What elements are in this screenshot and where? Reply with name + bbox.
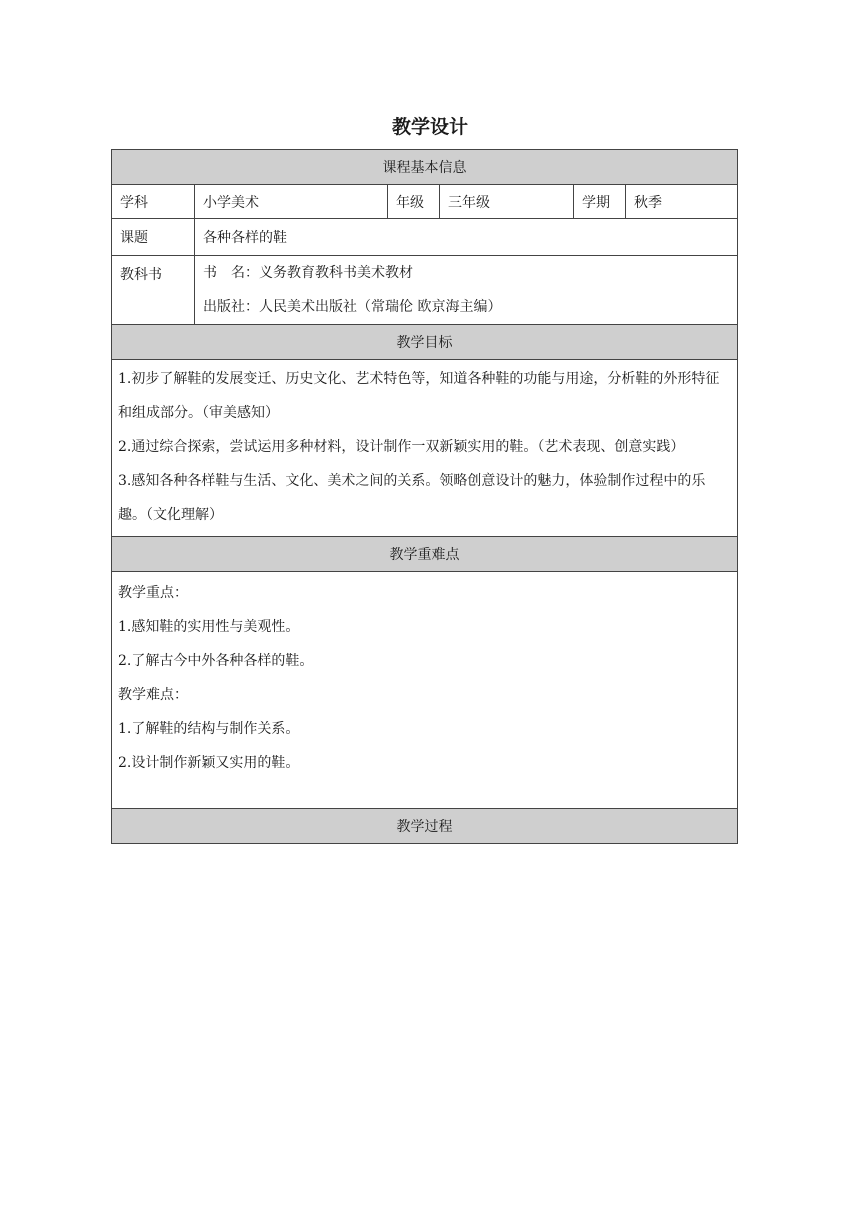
key-item: 1.感知鞋的实用性与美观性。 bbox=[118, 619, 300, 635]
textbook-row bbox=[112, 256, 738, 325]
process-header: 教学过程 bbox=[112, 809, 738, 844]
textbook-info bbox=[195, 256, 738, 325]
topic-label: 课题 bbox=[112, 219, 195, 256]
lesson-design-table bbox=[111, 149, 738, 844]
page-title: 教学设计 bbox=[391, 116, 468, 138]
key-points-row bbox=[112, 572, 738, 809]
subject-label: 学科 bbox=[112, 185, 195, 219]
grade-value: 三年级 bbox=[440, 185, 574, 219]
textbook-name: 书 名：义务教育教科书美术教材 bbox=[203, 265, 413, 281]
key-points-content bbox=[112, 572, 738, 809]
process-header-row bbox=[112, 809, 738, 844]
goals-content bbox=[112, 360, 738, 537]
difficult-item: 1.了解鞋的结构与制作关系。 bbox=[118, 721, 300, 737]
goal-item: 2.通过综合探索，尝试运用多种材料，设计制作一双新颖实用的鞋。（艺术表现、创意实践） bbox=[118, 439, 685, 455]
subject-value: 小学美术 bbox=[195, 185, 388, 219]
goal-item: 3.感知各种各样鞋与生活、文化、美术之间的关系。领略创意设计的魅力，体验制作过程中的乐趣。（文化理解） bbox=[118, 473, 706, 523]
term-value: 秋季 bbox=[626, 185, 738, 219]
grade-label: 年级 bbox=[388, 185, 440, 219]
basic-info-header: 课程基本信息 bbox=[112, 150, 738, 185]
goals-row bbox=[112, 360, 738, 537]
key-points-header-row bbox=[112, 537, 738, 572]
goals-header: 教学目标 bbox=[112, 325, 738, 360]
key-item: 2.了解古今中外各种各样的鞋。 bbox=[118, 653, 314, 669]
difficult-item: 2.设计制作新颖又实用的鞋。 bbox=[118, 755, 300, 771]
subject-grade-term-row bbox=[112, 185, 738, 219]
basic-info-header-row bbox=[112, 150, 738, 185]
key-label: 教学重点： bbox=[118, 585, 188, 601]
term-label: 学期 bbox=[574, 185, 626, 219]
key-points-header: 教学重难点 bbox=[112, 537, 738, 572]
topic-row bbox=[112, 219, 738, 256]
goals-header-row bbox=[112, 325, 738, 360]
topic-value: 各种各样的鞋 bbox=[195, 219, 738, 256]
goal-item: 1.初步了解鞋的发展变迁、历史文化、艺术特色等，知道各种鞋的功能与用途，分析鞋的外形特征和组成部分。（审美感知） bbox=[118, 371, 720, 421]
textbook-publisher: 出版社：人民美术出版社（常瑞伦 欧京海主编） bbox=[203, 299, 502, 315]
textbook-label: 教科书 bbox=[112, 256, 195, 325]
difficult-label: 教学难点： bbox=[118, 687, 188, 703]
